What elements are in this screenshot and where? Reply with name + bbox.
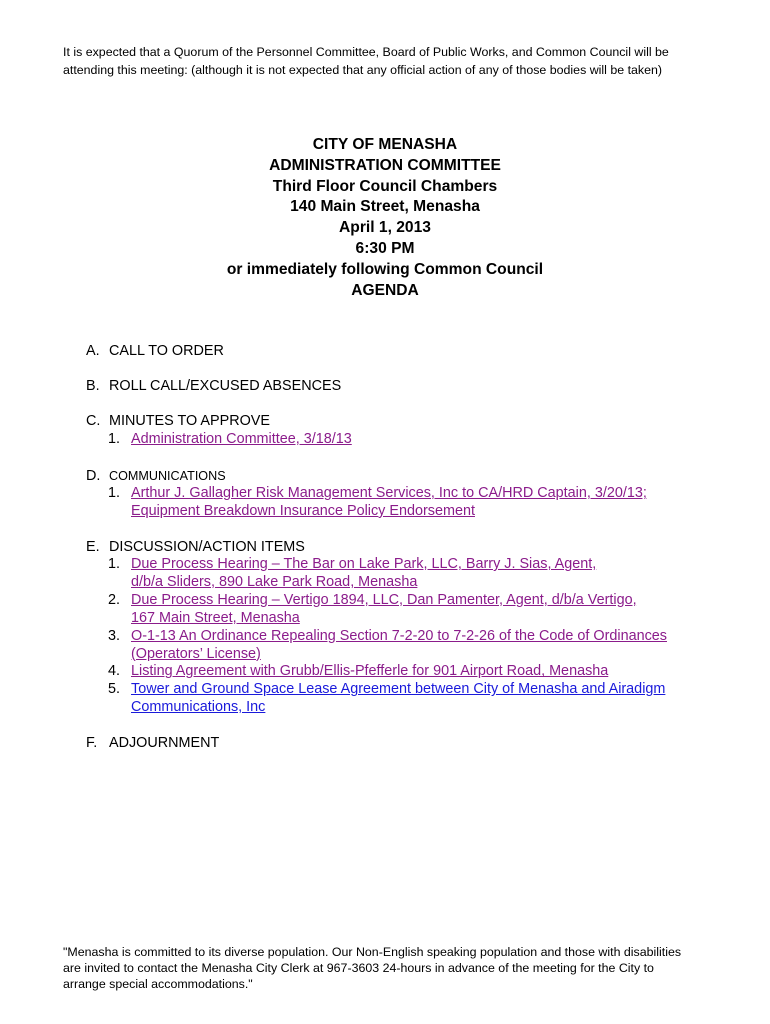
list-item: [108, 556, 728, 592]
section-discussion: [86, 538, 305, 556]
section-minutes: [86, 412, 270, 430]
item-number: 1.: [108, 485, 121, 501]
section-letter: E.: [86, 539, 100, 555]
section-letter: B.: [86, 378, 100, 394]
meeting-location: Third Floor Council Chambers: [272, 177, 498, 195]
vertigo-hearing-link[interactable]: Due Process Hearing – Vertigo 1894, LLC, Dan Pamenter, Agent, d/b/a Vertigo,: [131, 591, 637, 608]
item-number: 1.: [108, 556, 121, 572]
item-number: 5.: [108, 681, 121, 698]
quorum-notice-line: It is expected that a Quorum of the Personnel Committee, Board of Public Works, and Common Council will be: [63, 45, 669, 59]
tower-lease-link[interactable]: Communications, Inc: [131, 699, 266, 716]
section-adjournment: [86, 734, 219, 752]
vertigo-hearing-link[interactable]: 167 Main Street, Menasha: [131, 609, 300, 626]
section-roll-call: [86, 377, 341, 395]
section-label: MINUTES TO APPROVE: [109, 413, 271, 429]
section-letter: F.: [86, 735, 98, 751]
list-item: [108, 681, 728, 717]
list-item: [108, 431, 728, 449]
committee-name: ADMINISTRATION COMMITTEE: [269, 156, 501, 174]
ordinance-link[interactable]: (Operators’ License): [131, 645, 261, 662]
city-name: CITY OF MENASHA: [312, 136, 458, 153]
section-label: CALL TO ORDER: [109, 343, 224, 359]
page-title: AGENDA: [351, 281, 419, 299]
accessibility-notice-line: are invited to contact the Menasha City Clerk at 967-3603 24-hours in advance of the meeting for the City to: [63, 961, 654, 976]
meeting-date: April 1, 2013: [339, 219, 431, 237]
item-number: 4.: [108, 663, 121, 680]
section-label: COMMUNICATIONS: [109, 469, 226, 483]
meeting-address: 140 Main Street, Menasha: [290, 198, 480, 216]
accessibility-notice-line: arrange special accommodations.": [63, 977, 253, 992]
list-item: [108, 628, 728, 664]
list-item: [108, 663, 728, 681]
minutes-list: [108, 431, 728, 449]
section-label: ADJOURNMENT: [109, 735, 220, 751]
item-number: 3.: [108, 627, 121, 644]
item-number: 1.: [108, 431, 121, 447]
list-item: [108, 592, 728, 628]
quorum-notice: [63, 44, 723, 79]
section-letter: C.: [86, 413, 101, 429]
meeting-time-note: or immediately following Common Council: [226, 260, 544, 278]
gallagher-letter-link[interactable]: Equipment Breakdown Insurance Policy Endorsement: [131, 502, 475, 519]
section-call-to-order: [86, 342, 224, 360]
discussion-list: [108, 556, 728, 717]
gallagher-letter-link[interactable]: Arthur J. Gallagher Risk Management Services, Inc to CA/HRD Captain, 3/20/13;: [131, 485, 647, 501]
section-letter: A.: [86, 343, 100, 359]
communications-list: [108, 485, 728, 521]
sliders-hearing-link[interactable]: Due Process Hearing – The Bar on Lake Park, LLC, Barry J. Sias, Agent,: [131, 556, 597, 572]
minutes-admin-committee-link[interactable]: Administration Committee, 3/18/13: [131, 431, 352, 447]
accessibility-notice-line: "Menasha is committed to its diverse population. Our Non-English speaking population and those with disabilities: [63, 945, 682, 959]
listing-agreement-link[interactable]: Listing Agreement with Grubb/Ellis-Pfefferle for 901 Airport Road, Menasha: [131, 663, 609, 680]
agenda-header: [0, 135, 770, 301]
item-number: 2.: [108, 591, 121, 608]
ordinance-link[interactable]: O-1-13 An Ordinance Repealing Section 7-2-20 to 7-2-26 of the Code of Ordinances: [131, 627, 667, 644]
section-communications: [86, 467, 226, 485]
accessibility-notice: [63, 944, 733, 993]
list-item: [108, 485, 728, 521]
section-letter: D.: [86, 468, 101, 484]
tower-lease-link[interactable]: Tower and Ground Space Lease Agreement between City of Menasha and Airadigm: [131, 681, 666, 698]
section-label: DISCUSSION/ACTION ITEMS: [109, 539, 305, 555]
quorum-notice-line: attending this meeting: (although it is not expected that any official action of any of those bodies will be taken): [63, 62, 663, 77]
sliders-hearing-link[interactable]: d/b/a Sliders, 890 Lake Park Road, Menasha: [131, 573, 418, 590]
section-label: ROLL CALL/EXCUSED ABSENCES: [109, 378, 342, 394]
meeting-time: 6:30 PM: [355, 239, 415, 257]
